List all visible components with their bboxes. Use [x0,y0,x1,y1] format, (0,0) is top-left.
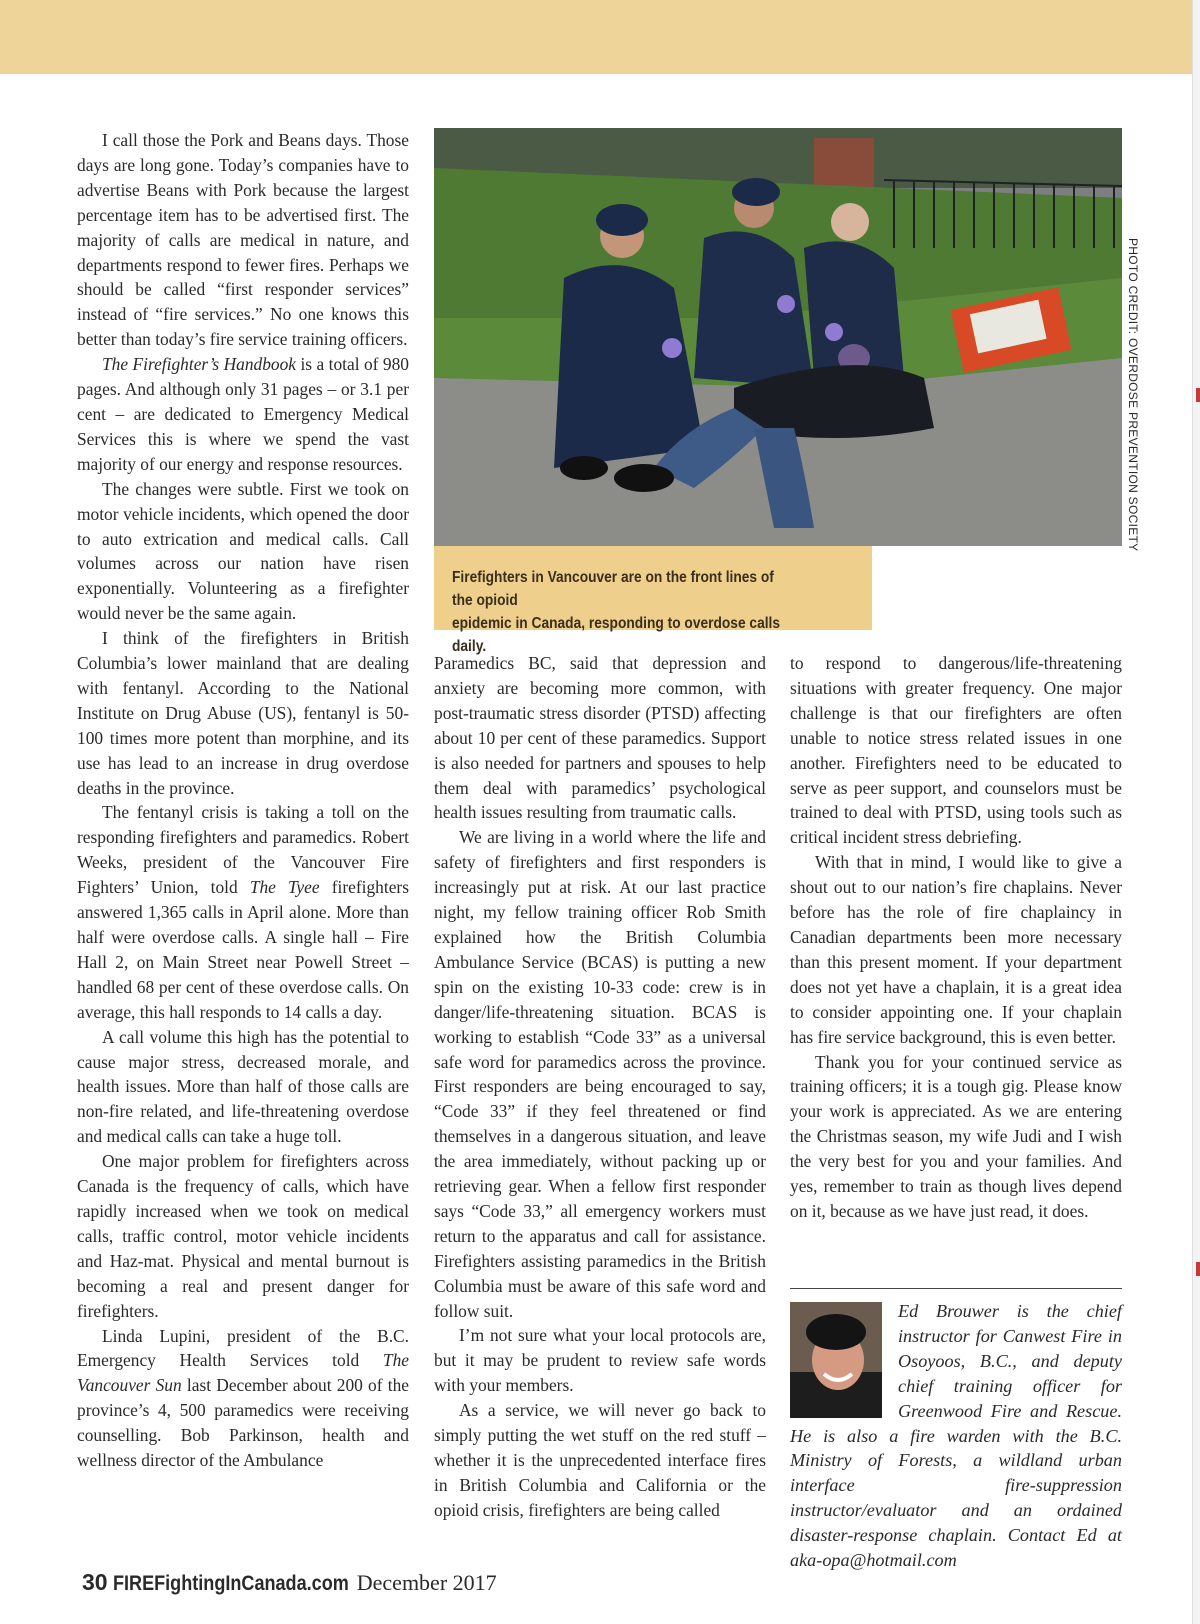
page-edge [1192,0,1200,1624]
page-footer [82,1568,497,1598]
publication-name: The Tyee [249,877,320,898]
paragraph: I think of the firefighters in British Columbia’s lower mainland that are dealing with fentanyl. According to the National Institute on Drug Abuse (US), fentanyl is 50-100 times more potent than morphine, and its use has lead to an increase in drug overdose deaths in the province. [77,628,409,798]
page-number: 30 [82,1569,108,1595]
paragraph: I’m not sure what your local protocols are, but it may be prudent to review safe words with your members. [434,1325,766,1396]
paragraph: We are living in a world where the life and safety of firefighters and first responders is increasingly put at risk. At our last practice night, my fellow training officer Rob Smith explained how the British Columbia Ambulance Service (BCAS) is putting a new spin on the existing 10-33 code: crew is in danger/life-threatening situation. BCAS is working to establish “Code 33” as a universal safe word for paramedics across the province. First responders are being encouraged to say, “Code 33” if they feel threatened or find themselves in a dangerous situation, and leave the area immediately, without packing up or retrieving gear. When a fellow first responder says “Code 33,” all emergency workers must return to the apparatus and call for assistance. Firefighters assisting paramedics in the British Columbia must be aware of this safe word and follow suit. [434,827,766,1321]
author-bio [790,1299,1122,1573]
article-column-middle [434,651,766,1523]
paragraph: The Firefighter’s Handbook is a total of 980 pages. And although only 31 pages – or 3.1 per cent – are dedicated to Emergency Medical Services this is where we spend the vast majority of our energy and response resources. [77,354,409,474]
top-color-band [0,0,1200,74]
author-bio-text: Ed Brouwer is the chief instructor for Canwest Fire in Osoyoos, B.C., and deputy chief training officer for Greenwood Fire and Rescue. He is also a fire warden with the B.C. Ministry of Forests, a wildland urban interface fire-suppression instructor/evaluator and an ordained disaster-response chaplain. Contact Ed at aka-opa@hotmail.com [790,1301,1122,1571]
paragraph: to respond to dangerous/life-threatening situations with greater frequency. One major challenge is that our firefighters are often unable to notice stress related issues in one another. Firefighters need to be educated to serve as peer support, and counselors must be trained to deal with PTSD, using tools such as critical incident stress debriefing. [790,653,1122,848]
paragraph: The changes were subtle. First we took on motor vehicle incidents, which opened the door to auto extrication and medical calls. Call volumes across our nation have risen exponentially. Volunteering as a firefighter would never be the same again. [77,478,409,624]
paragraph: One major problem for firefighters across Canada is the frequency of calls, which have rapidly increased when we took on medical calls, traffic control, motor vehicle incidents and Haz-mat. Physical and mental burnout is becoming a real and present danger for firefighters. [77,1151,409,1321]
article-column-left [77,128,409,1473]
paragraph: The fentanyl crisis is taking a toll on the responding firefighters and paramedics. Robert Weeks, president of the Vancouver Fire Fighters’ Union, told The Tyee firefighters answered 1,365 calls in April alone. More than half were overdose calls. A single hall – Fire Hall 2, on Main Street near Powell Street – handled 68 per cent of these overdose calls. On average, this hall responds to 14 calls a day. [77,802,409,1022]
paragraph: I call those the Pork and Beans days. Those days are long gone. Today’s companies have to advertise Beans with Pork because the largest percentage item has to be advertised first. The majority of calls are medical in nature, and departments respond to fewer fires. Perhaps we should be called “first responder services” instead of “fire services.” No one knows this better than today’s fire service training officers. [77,130,409,350]
edge-marker [1196,1262,1200,1276]
issue-date: December 2017 [356,1570,497,1595]
paragraph: Linda Lupini, president of the B.C. Emergency Health Services told The Vancouver Sun last December about 200 of the province’s 4, 500 paramedics were receiving counselling. Bob Parkinson, health and wellness director of the Ambulance [77,1325,409,1471]
firefighters-photo [434,128,1122,546]
bio-divider [790,1288,1122,1289]
photo-caption: Firefighters in Vancouver are on the front lines of the opioid epidemic in Canada, responding to overdose calls daily. [452,569,781,655]
paragraph: As a service, we will never go back to simply putting the wet stuff on the red stuff – whether it is the unprecedented interface fires in British Columbia and California or the opioid crisis, firefighters are being called [434,1400,766,1520]
book-title: The Firefighter’s Handbook [102,354,297,375]
article-column-right [790,651,1122,1224]
publication-name: The Vancouver Sun [77,1350,409,1396]
edge-marker [1196,388,1200,402]
paragraph: A call volume this high has the potential to cause major stress, decreased morale, and health issues. More than half of those calls are non-fire related, and life-threatening overdose and medical calls can take a huge toll. [77,1026,409,1147]
paragraph: Paramedics BC, said that depression and anxiety are becoming more common, with post-traumatic stress disorder (PTSD) affecting about 10 per cent of these paramedics. Support is also needed for partners and spouses to help them deal with paramedics’ psychological health issues resulting from traumatic calls. [434,653,766,823]
magazine-name: FIREFightingInCanada.com [113,1572,349,1595]
photo-credit: PHOTO CREDIT: OVERDOSE PREVENTION SOCIETY [1126,238,1140,552]
paragraph: With that in mind, I would like to give a shout out to our nation’s fire chaplains. Never before has the role of fire chaplaincy in Canadian departments been more necessary than this present moment. If your department does not yet have a chaplain, it is a great idea to consider appointing one. If your chaplain has fire service background, this is even better. [790,852,1122,1047]
paragraph: Thank you for your continued service as training officers; it is a tough gig. Please know your work is appreciated. As we are entering the Christmas season, my wife Judi and I wish the very best for you and your families. And yes, remember to train as though lives depend on it, because as we have just read, it does. [790,1051,1122,1221]
photo-caption-box [434,546,872,655]
